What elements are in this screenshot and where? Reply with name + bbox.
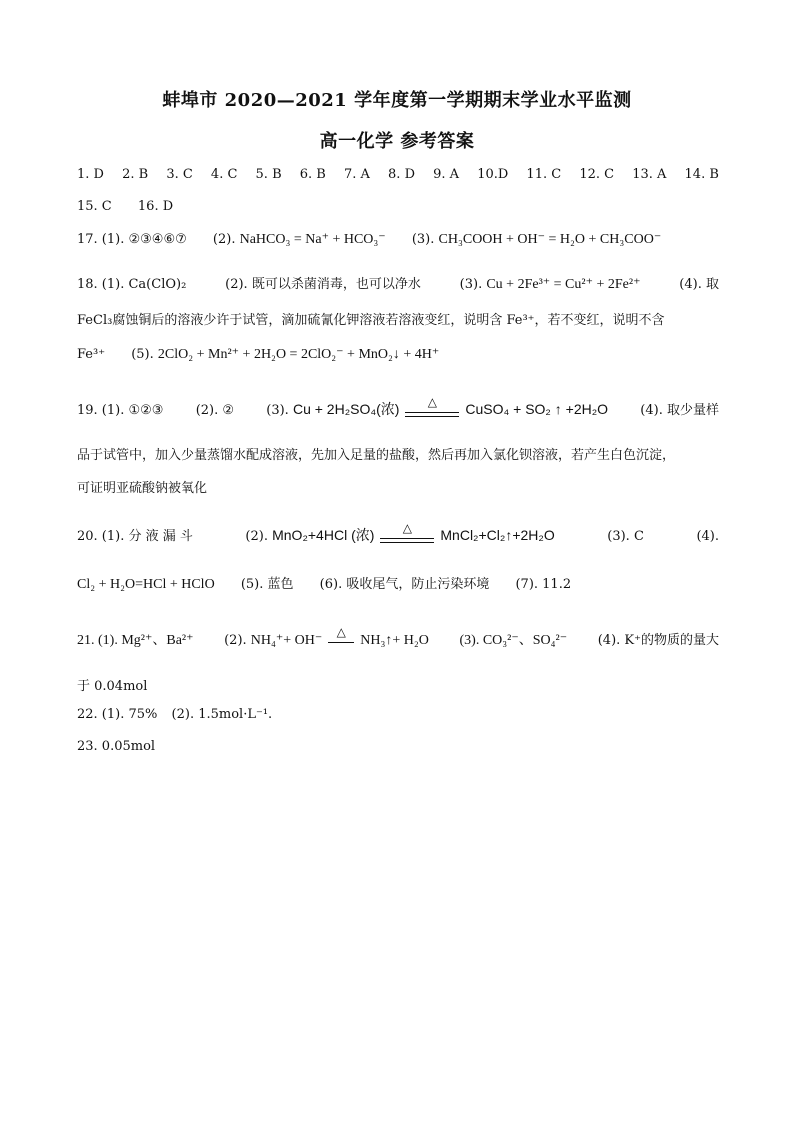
- reaction-arrow-icon: [403, 395, 461, 420]
- answer-20-part-6: (6). 吸收尾气，防止污染环境: [319, 577, 490, 592]
- reaction-arrow-icon: [378, 521, 436, 546]
- mc-answer: 1. D: [77, 167, 104, 182]
- answer-17-equation-3: CH₃COOH + OH⁻ = H₂O + CH₃COO⁻: [438, 232, 662, 247]
- mc-answers-row-2: [77, 198, 719, 216]
- mc-answer: 6. B: [299, 167, 326, 182]
- answer-20-line-1: [77, 521, 719, 546]
- answer-18-part-2: (2). 既可以杀菌消毒，也可以净水: [225, 277, 421, 292]
- answer-20-line-2: [77, 576, 719, 594]
- answer-18-part-4-start: (4). 取: [679, 277, 719, 292]
- answer-18-part-5-label: (5).: [131, 347, 154, 362]
- answer-18-part-3-label: (3).: [459, 277, 483, 292]
- answer-19-equation-right: CuSO₄ + SO₂ ↑ +2H₂O: [465, 401, 609, 417]
- mc-answer: 10.D: [477, 167, 509, 182]
- mc-answer: 2. B: [122, 167, 149, 182]
- answer-18-equation-3: Cu + 2Fe³⁺ = Cu²⁺ + 2Fe²⁺: [486, 277, 641, 292]
- answer-20-part-1: 20. (1). 分 液 漏 斗: [77, 529, 193, 544]
- answer-18-part-1: 18. (1). Ca(ClO)₂: [77, 277, 187, 292]
- document-subtitle: 高一化学 参考答案: [319, 131, 475, 152]
- answer-20-part-4-label: (4).: [696, 529, 719, 544]
- answer-19-part-3-label: (3).: [266, 403, 289, 418]
- heat-condition: △: [336, 625, 346, 639]
- answer-18-part-4-end: Fe³⁺: [77, 347, 106, 362]
- answer-21-line-2: 于 0.04mol: [77, 679, 148, 694]
- answer-23: 23. 0.05mol: [77, 739, 156, 754]
- answer-19-part-1: 19. (1). ①②③: [77, 403, 164, 418]
- mc-answers-row-1: [77, 166, 719, 184]
- answer-22-part-1: 22. (1). 75%: [77, 707, 158, 722]
- answer-21-part-3: (3). CO₃²⁻、SO₄²⁻: [459, 633, 568, 648]
- answer-19-equation-left: Cu + 2H₂SO₄(浓): [292, 401, 400, 417]
- answer-21-equation-left: NH₄⁺+ OH⁻: [250, 633, 323, 648]
- answer-21-part-4-start: (4). K⁺的物质的量大: [597, 633, 719, 648]
- heat-condition: △: [427, 395, 438, 409]
- reaction-arrow-icon: [326, 625, 356, 650]
- answer-21-part-1: 21. (1). Mg²⁺、Ba²⁺: [77, 633, 194, 648]
- mc-answer: 8. D: [388, 167, 415, 182]
- mc-answer: 4. C: [210, 167, 238, 182]
- mc-answer: 11. C: [526, 167, 562, 182]
- mc-answer: 16. D: [137, 199, 174, 214]
- answer-17-equation-2: NaHCO₃ = Na⁺ + HCO₃⁻: [239, 232, 386, 247]
- answer-20-part-3: (3). C: [607, 529, 644, 544]
- answer-17: [77, 231, 719, 249]
- answer-20-part-5: (5). 蓝色: [240, 577, 294, 592]
- answer-19-line-2: 品于试管中，加入少量蒸馏水配成溶液，先加入足量的盐酸，然后再加入氯化钡溶液，若产生白色沉淀，: [77, 448, 676, 463]
- answer-18-line-1: [77, 276, 719, 294]
- answer-19-line-1: [77, 395, 719, 420]
- mc-answer: 12. C: [579, 167, 615, 182]
- answer-21-equation-right: NH₃↑+ H₂O: [360, 633, 429, 648]
- answer-22: [77, 706, 719, 724]
- mc-answer: 9. A: [433, 167, 460, 182]
- answer-19-part-2: (2). ②: [195, 403, 235, 418]
- answer-18-line-2: FeCl₃腐蚀铜后的溶液少许于试管，滴加硫氰化钾溶液若溶液变红，说明含 Fe³⁺，若不变红，说明不含: [77, 313, 665, 328]
- mc-answer: 7. A: [343, 167, 370, 182]
- answer-21-line-1: [77, 625, 719, 650]
- answer-19-line-3: 可证明亚硫酸钠被氧化: [77, 481, 208, 496]
- answer-18-equation-5: 2ClO₂ + Mn²⁺ + 2H₂O = 2ClO₂⁻ + MnO₂↓ + 4H⁺: [157, 347, 440, 362]
- answer-20-equation-right: MnCl₂+Cl₂↑+2H₂O: [440, 527, 555, 543]
- answer-20-part-7: (7). 11.2: [515, 577, 572, 592]
- answer-20-equation-left: MnO₂+4HCl (浓): [272, 527, 375, 543]
- mc-answer: 15. C: [77, 199, 112, 214]
- mc-answer: 14. B: [684, 167, 719, 182]
- answer-19-part-4-start: (4). 取少量样: [640, 403, 719, 418]
- answer-21-part-2-label: (2).: [224, 633, 247, 648]
- answer-22-part-2: (2). 1.5mol·L⁻¹.: [171, 707, 273, 722]
- document-title: 蚌埠市 2020—2021 学年度第一学期期末学业水平监测: [162, 90, 632, 111]
- answer-20-equation-4: Cl₂ + H₂O=HCl + HClO: [77, 577, 215, 592]
- heat-condition: △: [402, 521, 412, 535]
- answer-18-line-3: [77, 346, 719, 364]
- answer-17-part-3-label: (3).: [411, 232, 435, 247]
- answer-20-part-2-label: (2).: [245, 529, 268, 544]
- answer-17-part-1: 17. (1). ②③④⑥⑦: [77, 232, 187, 247]
- mc-answer: 3. C: [166, 167, 193, 182]
- mc-answer: 13. A: [632, 167, 667, 182]
- mc-answer: 5. B: [255, 167, 282, 182]
- answer-17-part-2-label: (2).: [212, 232, 236, 247]
